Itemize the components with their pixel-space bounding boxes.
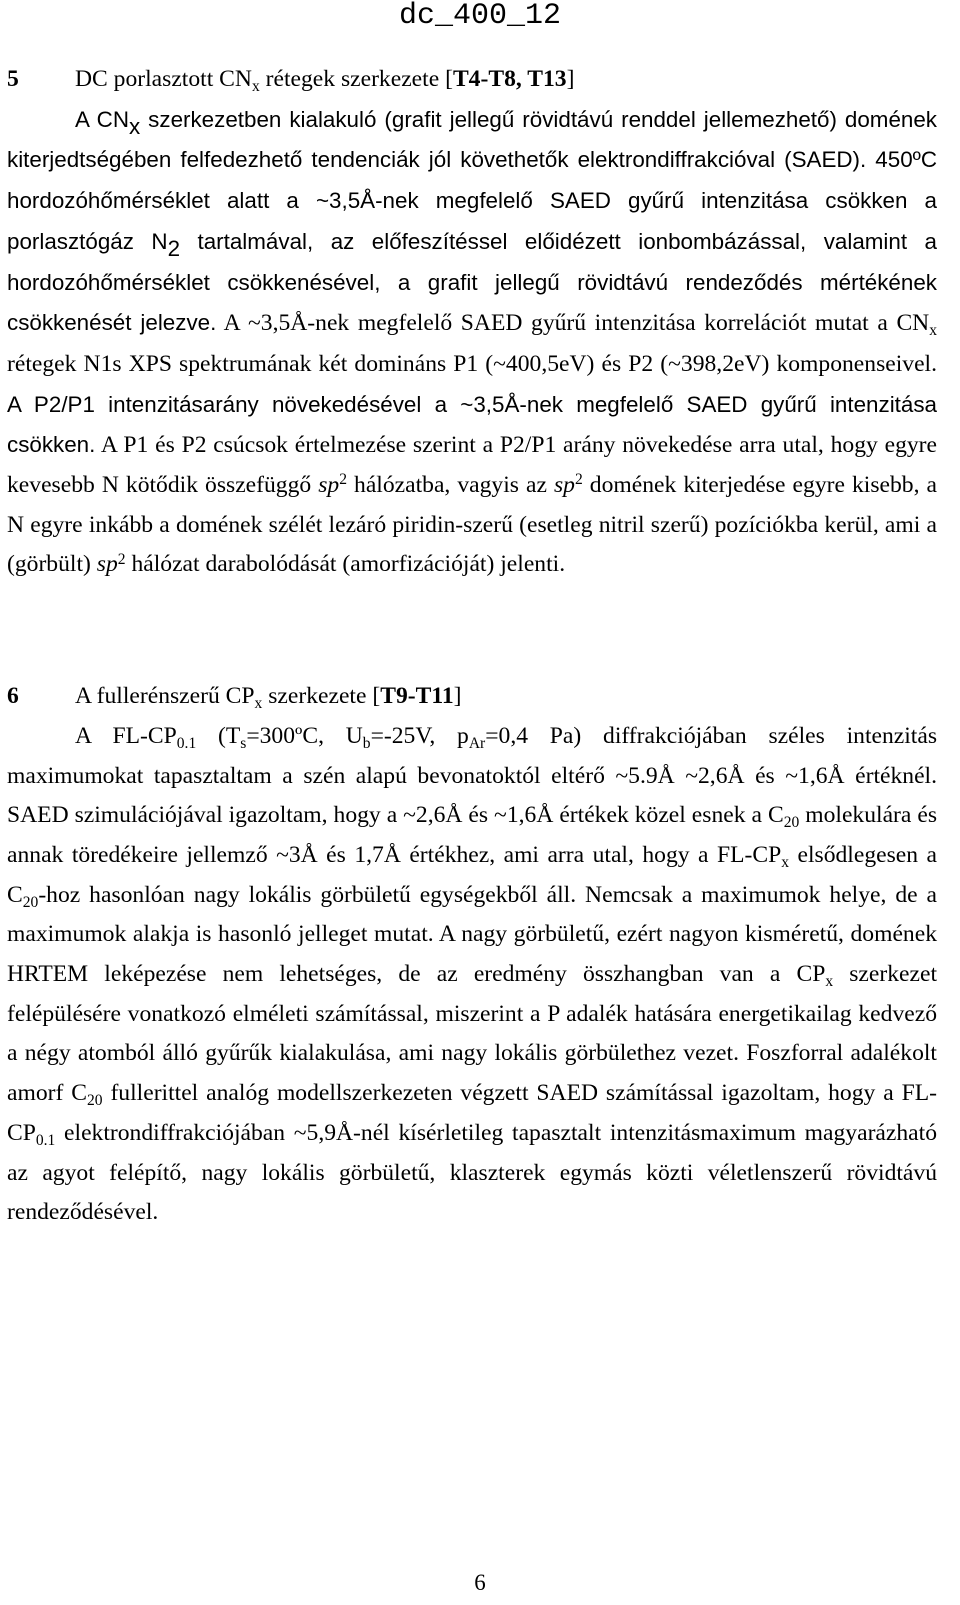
section-6-title: A fullerénszerű $CP_x$ szerkezete [T9-T11]: [75, 683, 462, 713]
section-5-title: DC porlasztott $CN_x$ rétegek szerkezete [T4-T8, T13]: [75, 66, 575, 95]
section-6-number: 6: [7, 683, 19, 710]
section-5-paragraph: A $CN_x$ szerkezetben kialakuló (grafit jellegű rövidtávú renddel jellemezhető) domének kiterjedtségében felfedezhető tendenciák jól követhetők elektrondiffrakcióval (SAED). 450ºC hordozóhőmérséklet alatt a ~3,5Å-nek megfelelő SAED gyűrű intenzitása csökken a porlasztógáz $N_2$ tartalmával, az előfeszítéssel előidézett ionbombázással, valamint a hordozóhőmérséklet csökkenésével, a grafit jellegű rövidtávú rendeződés mértékének csökkenését jelezve. A ~3,5Å-nek megfelelő SAED gyűrű intenzitása korrelációt mutat a $CN_x$ rétegek N1s XPS spektrumának két domináns P1 (~400,5eV) és P2 (~398,2eV) komponenseivel. A P2/P1 intenzitásarány növekedésével a ~3,5Å-nek megfelelő SAED gyűrű intenzitása csökken. A P1 és P2 csúcsok értelmezése szerint a P2/P1 arány növekedése arra utal, hogy egyre kevesebb N kötődik összefüggő $sp^2$ hálózatba, vagyis az $sp^2$ domének kiterjedése egyre kisebb, a N egyre inkább a domének szélét lezáró piridin-szerű (esetleg nitril szerű) pozíciókba kerül, ami a (görbült) $sp^2$ hálózat darabolódását (amorfizációját) jelenti.: [7, 106, 938, 578]
section-5-heading: [7, 60, 937, 100]
document-code-header: dc_400_12: [398, 0, 562, 33]
page-number: 6: [474, 1570, 486, 1595]
section-spacer: [7, 585, 937, 677]
section-5-reference: T4-T8, T13: [452, 66, 567, 92]
page-body: [7, 60, 937, 1233]
section-6-reference: T9-T11: [380, 683, 454, 710]
section-6-heading: [7, 677, 937, 717]
section-6-paragraph: A $FL-CP_{0.1}$ ($T_s=300ºC$, $U_b=-25V$, $p_{Ar}=0,4$ Pa) diffrakciójában széles intenzitás maximumokat tapasztaltam a szén alapú bevonatoktól eltérő ~5.9Å ~2,6Å és ~1,6Å értéknél. SAED szimulációjával igazoltam, hogy a ~2,6Å és ~1,6Å értékek közel esnek a $C_{20}$ molekulára és annak töredékeire jellemző ~3Å és 1,7Å értékhez, ami arra utal, hogy a $FL-CP_x$ elsődlegesen a $C_{20}$-hoz hasonlóan nagy lokális görbületű egységekből áll. Nemcsak a maximumok helye, de a maximumok alakja is hasonló jelleget mutat. A nagy görbületű, ezért nagyon kisméretű, domének HRTEM leképezése nem lehetséges, de az eredmény összhangban van a $CP_x$ szerkezet felépülésére vonatkozó elméleti számítással, miszerint a P adalék hatására energetikailag kedvező a négy atomból álló gyűrűk kialakulása, ami nagy lokális görbülethez vezet. Foszforral adalékolt amorf $C_{20}$ fullerittel analóg modellszerkezeten végzett SAED számítással igazoltam, hogy a $FL-CP_{0.1}$ elektrondiffrakciójában ~5,9Å-nél kísérletileg tapasztalt intenzitásmaximum magyarázható az agyot felépítő, nagy lokális görbületű, klaszterek egymás közti véletlenszerű rövidtávú rendeződésével.: [7, 722, 938, 1226]
section-5-number: 5: [7, 66, 19, 92]
